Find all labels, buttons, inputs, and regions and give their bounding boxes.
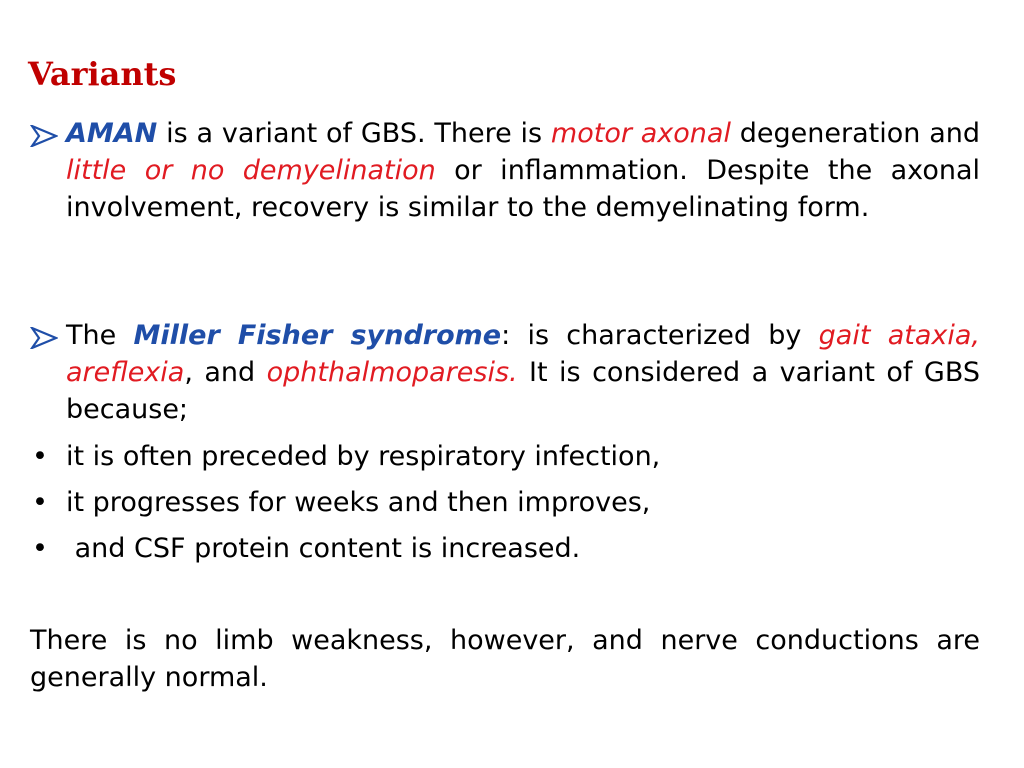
- slide-title: Variants: [28, 55, 177, 93]
- bullet-text: and CSF protein content is increased.: [66, 533, 581, 564]
- closing-paragraph: There is no limb weakness, however, and nerve conductions are generally normal.: [30, 625, 980, 693]
- arrow-bullet-icon: [30, 125, 58, 147]
- arrow-bullet-icon: [30, 327, 58, 349]
- aman-item: [30, 115, 980, 226]
- bullet-text: it progresses for weeks and then improves,: [66, 487, 651, 518]
- mfs-text-1: : is characterized by: [501, 320, 819, 351]
- list-item: [30, 484, 980, 521]
- aman-text-3: or inflammation. Despite the axonal involvement, recovery is similar to the demyelinating form.: [66, 155, 980, 223]
- closing-section: [30, 622, 980, 696]
- mfs-paragraph: [66, 317, 980, 428]
- list-item: [30, 530, 980, 567]
- aman-section: [30, 115, 980, 226]
- mfs-emphasis-2: ophthalmoparesis.: [266, 357, 518, 388]
- bullet-text: it is often preceded by respiratory infection,: [66, 441, 661, 472]
- mfs-item: [30, 317, 980, 428]
- dot-bullet-icon: •: [32, 441, 48, 472]
- mfs-text-0: The: [66, 320, 134, 351]
- mfs-emphasis-1: gait ataxia, areflexia: [66, 320, 980, 388]
- list-item: [30, 438, 980, 475]
- dot-bullet-icon: •: [32, 487, 48, 518]
- mfs-term: Miller Fisher syndrome: [133, 320, 502, 351]
- mfs-text-3: It is considered a variant of GBS because;: [66, 357, 981, 425]
- mfs-section: [30, 317, 980, 567]
- aman-text-1: is a variant of GBS. There is: [157, 118, 551, 149]
- aman-paragraph: [66, 115, 980, 226]
- aman-emphasis-1: motor axonal: [550, 118, 731, 149]
- aman-text-2: degeneration and: [730, 118, 980, 149]
- dot-bullet-icon: •: [32, 533, 48, 564]
- aman-emphasis-2: little or no demyelination: [66, 155, 436, 186]
- aman-term: AMAN: [66, 118, 158, 149]
- mfs-text-2: , and: [184, 357, 267, 388]
